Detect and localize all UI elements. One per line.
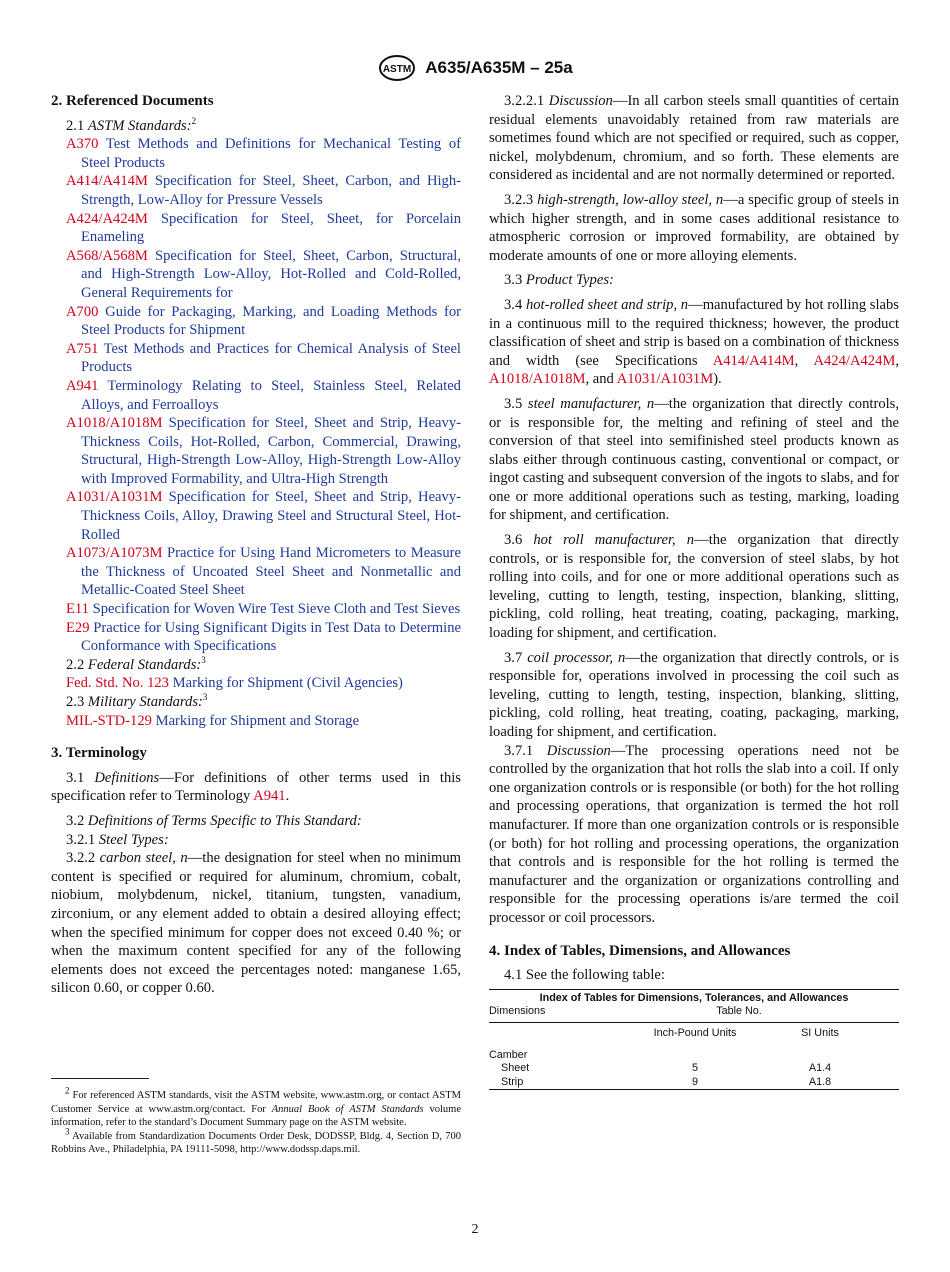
table-subheader-row <box>489 1023 899 1049</box>
a941-link[interactable]: A941 <box>253 788 286 805</box>
table-group-row <box>489 1049 899 1063</box>
paragraph-3-4: 3.4 hot-rolled sheet and strip, n—manufactured by hot rolling slabs in a continuous mill to the required thickness; however, the product classification of sheet and strip is based on a combination of thickness and width (see Specifications A414/A414M, A424/A424M, A1018/A1018M, and A1031/A1031M). <box>489 296 899 388</box>
reference-title-link[interactable]: Specification for Steel, Sheet and Strip, Heavy-Thickness Coils, Alloy, Drawing Steel and Structural Steel, Hot-Rolled <box>81 489 461 543</box>
left-column <box>51 92 461 998</box>
reference-title-link[interactable]: Guide for Packaging, Marking, and Loading Methods for Steel Products for Shipment <box>81 303 461 339</box>
military-standards-label: 2.3 Military Standards:$^3$ <box>66 692 208 710</box>
paragraph-3-2-2-1: 3.2.2.1 Discussion—In all carbon steels small quantities of certain residual elements unavoidably retained from raw materials are sometimes found which are not specified or required, such as copper, nickel, molybdenum, chromium, and so forth. These elements are considered as incidental and are not normally determined or reported. <box>489 93 899 184</box>
astm-logo <box>377 54 417 82</box>
table-body <box>489 1062 899 1090</box>
reference-code-link[interactable]: A370 <box>66 136 99 153</box>
table-cell-inch: 5 <box>691 1062 698 1075</box>
column-inch-pound: Inch-Pound Units <box>653 1027 737 1040</box>
section-3-title: 3. Terminology <box>51 745 147 762</box>
reference-code-link[interactable]: E11 <box>66 601 89 618</box>
paragraph-3-6: 3.6 hot roll manufacturer, n—the organization that directly controls, or is responsible for, the conversion of steel slabs, by hot rolling into coils, and for one or more additional operations such as leveling, cutting to length, testing, inspection, blanking, slitting, pickling, cold rolling, heat treating, coating, packaging, marking, loading for shipment, and certification. <box>489 532 899 642</box>
right-column <box>489 92 899 1090</box>
paragraph-3-2-3: 3.2.3 high-strength, low-alloy steel, n—a specific group of steels in which higher strength, and in some cases additional resistance to atmospheric corrosion or improved formability, are obtained by moderate amounts of one or more alloying elements. <box>489 191 899 264</box>
svg-text:ASTM: ASTM <box>383 64 412 75</box>
section-4-title: 4. Index of Tables, Dimensions, and Allowances <box>489 942 791 959</box>
paragraph-4-1: 4.1 See the following table: <box>504 967 665 984</box>
reference-list <box>51 135 461 656</box>
reference-item <box>66 340 461 377</box>
reference-code-link[interactable]: MIL-STD-129 <box>66 712 152 729</box>
a1031-link[interactable]: A1031/A1031M <box>616 371 714 388</box>
table-cell-si: A1.8 <box>808 1075 832 1088</box>
reference-item <box>66 712 461 731</box>
column-table-no: Table No. <box>716 1005 762 1018</box>
reference-item <box>66 247 461 303</box>
reference-title-link[interactable]: Terminology Relating to Steel, Stainless Steel, Related Alloys, and Ferroalloys <box>81 377 461 413</box>
footnotes <box>51 1085 462 1157</box>
table-row <box>489 1062 899 1076</box>
reference-item <box>66 414 461 488</box>
table-row <box>489 1076 899 1090</box>
reference-code-link[interactable]: A568/A568M <box>66 247 148 264</box>
page-number: 2 <box>471 1222 479 1237</box>
document-id: A635/A635M – 25a <box>425 58 573 77</box>
group-camber: Camber <box>489 1048 528 1061</box>
federal-standards-label: 2.2 Federal Standards:$^3$ <box>66 654 206 673</box>
reference-title-link[interactable]: Test Methods and Definitions for Mechanical Testing of Steel Products <box>81 136 461 171</box>
paragraph-3-3: 3.3 Product Types: <box>504 272 614 289</box>
reference-item <box>66 210 461 247</box>
reference-code-link[interactable]: A700 <box>66 303 99 320</box>
reference-title-link[interactable]: Specification for Woven Wire Test Sieve Cloth and Test Sieves <box>92 601 461 618</box>
reference-code-link[interactable]: E29 <box>66 619 90 636</box>
a414-link[interactable]: A414/A414M <box>712 352 795 369</box>
paragraph-3-5: 3.5 steel manufacturer, n—the organization that directly controls, or is responsible for, the melting and refining of steel and the conversion of that steel into semifinished steel products known as slabs either through continuous casting, conventional or compact, or ingot casting and subsequent conversion of the ingots to slabs, and for one or more additional operations such as testing, marking, loading for shipment, and certification. <box>489 395 899 524</box>
reference-item <box>66 172 461 209</box>
reference-item <box>66 377 461 414</box>
reference-title-link[interactable]: Specification for Steel, Sheet, Carbon, and High-Strength, Low-Alloy for Pressure Vessels <box>81 173 462 208</box>
table-cell-label: Strip <box>501 1075 524 1088</box>
footnote-2: $^2$ For referenced ASTM standards, visit the ASTM website, www.astm.org, or contact ASTM Customer Service at www.astm.org/contact. For Annual Book of ASTM Standards volume information, refer to the standard’s Document Summary page on the ASTM website. <box>51 1085 462 1129</box>
reference-code-link[interactable]: A414/A414M <box>66 173 148 190</box>
reference-code-link[interactable]: A941 <box>66 377 99 394</box>
reference-title-link[interactable]: Specification for Steel, Sheet and Strip, Heavy-Thickness Coils, Hot-Rolled, Carbon, Commercial, Drawing, Structural, High-Strength Low-Alloy, High-Strength Low-Alloy with Improved Formability, and Ultra-High Strength <box>81 415 461 487</box>
table-caption-row <box>489 989 899 1005</box>
reference-item <box>66 303 461 340</box>
reference-item <box>66 619 461 656</box>
reference-title-link[interactable]: Marking for Shipment and Storage <box>155 712 360 729</box>
reference-item <box>66 674 461 693</box>
reference-title-link[interactable]: Test Methods and Practices for Chemical Analysis of Steel Products <box>81 340 461 376</box>
reference-title-link[interactable]: Practice for Using Significant Digits in Test Data to Determine Conformance with Specifications <box>81 619 461 655</box>
reference-title-link[interactable]: Marking for Shipment (Civil Agencies) <box>172 675 403 692</box>
paragraph-3-2: 3.2 Definitions of Terms Specific to This Standard: <box>66 812 362 829</box>
paragraph-3-1: 3.1 Definitions—For definitions of other terms used in this specification refer to Terminology A941. <box>51 769 461 805</box>
reference-code-link[interactable]: A1018/A1018M <box>66 415 163 432</box>
reference-item <box>66 135 461 172</box>
reference-item <box>66 488 461 544</box>
table-cell-si: A1.4 <box>808 1062 832 1075</box>
reference-code-link[interactable]: A1031/A1031M <box>66 489 163 506</box>
reference-code-link[interactable]: A751 <box>66 340 99 357</box>
table-cell-label: Sheet <box>501 1062 530 1075</box>
index-table <box>489 989 899 1091</box>
reference-title-link[interactable]: Specification for Steel, Sheet, Carbon, Structural, and High-Strength Low-Alloy, Hot-Rolled and Cold-Rolled, General Requirements for <box>81 247 461 301</box>
table-cell-inch: 9 <box>691 1075 698 1088</box>
page-header <box>0 54 950 87</box>
reference-item <box>66 600 461 619</box>
paragraph-3-7: 3.7 coil processor, n—the organization that directly controls, or is responsible for, operations involved in processing the coil such as leveling, cutting to length, testing, inspection, blanking, slitting, pickling, cold rolling, heat treating, coating, packaging, marking, loading for shipment, and certification. <box>489 649 899 740</box>
reference-title-link[interactable]: Practice for Using Hand Micrometers to Measure the Thickness of Uncoated Steel Sheet and Nonmetallic and Metallic-Coated Steel Sheet <box>81 545 461 599</box>
reference-title-link[interactable]: Specification for Steel, Sheet, for Porcelain Enameling <box>81 210 461 246</box>
reference-item <box>66 544 461 600</box>
column-dimensions: Dimensions <box>489 1005 546 1018</box>
paragraph-3-7-1: 3.7.1 Discussion—The processing operations need not be controlled by the organization that hot rolls the slab into a coil. If only one organization controls or is responsible (or both) for the hot rolling and processing operations, that organization is termed the hot roll manufacturer. If more than one organization controls or is responsible (or both) for hot rolling and processing operations, the organization that controls and is responsible for the hot rolling is termed the manufacturer and the organization or organizations controlling and responsible for the processing operations is/are termed the coil processor or coil processors. <box>489 742 899 926</box>
table-caption: Index of Tables for Dimensions, Tolerances, and Allowances <box>539 991 849 1004</box>
paragraph-3-2-1: 3.2.1 Steel Types: <box>66 831 169 848</box>
reference-code-link[interactable]: A424/A424M <box>66 210 148 227</box>
section-2-title: 2. Referenced Documents <box>51 93 214 109</box>
paragraph-3-2-2: 3.2.2 carbon steel, n—the designation for steel when no minimum content is specified or required for aluminum, chromium, cobalt, niobium, molybdenum, nickel, titanium, tungsten, vanadium, zirconium, or any element added to obtain a desired alloying effect; when the specified minimum for copper does not exceed 0.40 %; or when the maximum content specified for any of the following elements does not exceed the percentages noted: manganese 1.65, silicon 0.60, or copper 0.60. <box>51 850 461 997</box>
a1018-link[interactable]: A1018/A1018M <box>489 371 586 388</box>
reference-code-link[interactable]: Fed. Std. No. 123 <box>66 675 169 692</box>
reference-code-link[interactable]: A1073/A1073M <box>66 545 163 562</box>
footnote-rule <box>51 1078 149 1079</box>
a424-link[interactable]: A424/A424M <box>813 352 896 369</box>
column-si-units: SI Units <box>801 1027 839 1040</box>
astm-standards-label: 2.1 ASTM Standards:$^2$ <box>66 115 197 134</box>
table-header-row <box>489 1005 899 1019</box>
footnote-3: $^3$ Available from Standardization Documents Order Desk, DODSSP, Bldg. 4, Section D, 700 Robbins Ave., Philadelphia, PA 19111-5098, http://www.dodssp.daps.mil. <box>51 1126 461 1156</box>
